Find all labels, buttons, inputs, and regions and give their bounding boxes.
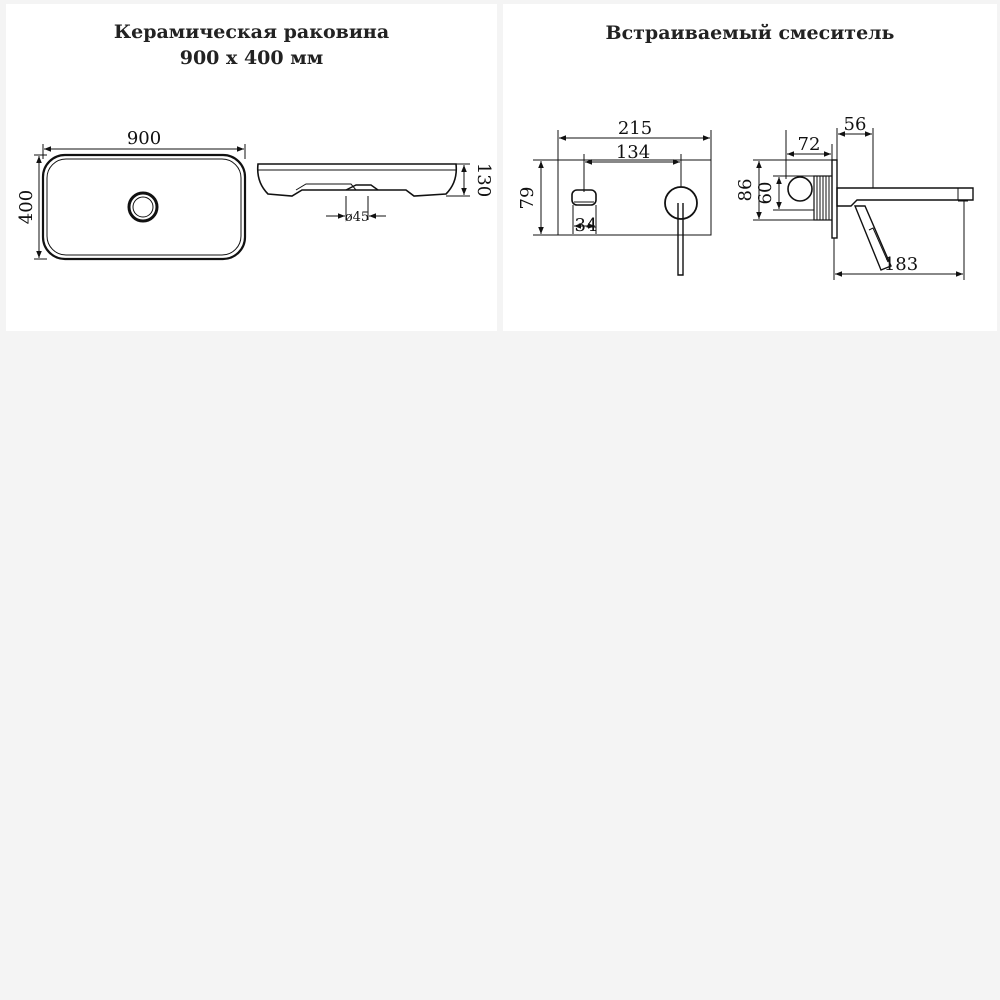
sink-title-line1: Керамическая раковина (113, 21, 390, 43)
mixer-drawing (503, 4, 997, 331)
dim-134-label: 134 (615, 142, 651, 163)
sink-top-inner (47, 159, 241, 255)
mixer-spout (837, 188, 973, 206)
mixer-lever (678, 203, 683, 275)
dim-72-label: 72 (797, 134, 821, 155)
dim-depth-label: 130 (473, 162, 494, 198)
mixer-handle-circle (665, 187, 697, 219)
mixer-side-plate (832, 160, 837, 238)
drain-inner (133, 197, 153, 217)
mixer-side-knob (788, 177, 812, 201)
mixer-panel (503, 4, 997, 331)
dim-79-label: 79 (517, 186, 538, 210)
sink-drawing (6, 4, 497, 331)
dim-height-label: 400 (16, 189, 37, 225)
dim-183-label: 183 (883, 254, 919, 275)
sink-side-outline (258, 164, 457, 196)
sink-title-line2: 900 x 400 мм (179, 47, 324, 69)
dim-60-label: 60 (755, 181, 776, 205)
dim-215-label: 215 (617, 118, 653, 139)
mixer-small-opening (572, 190, 596, 205)
sink-panel (6, 4, 497, 331)
dim-86-label: 86 (735, 178, 756, 202)
dim-drain-label: ø45 (344, 210, 370, 225)
dim-56-label: 56 (843, 114, 867, 135)
dim-width-label: 900 (126, 128, 162, 149)
sink-top-outer (43, 155, 245, 259)
dim-34-label: 34 (574, 215, 598, 236)
mixer-title: Встраиваемый смеситель (605, 22, 895, 44)
